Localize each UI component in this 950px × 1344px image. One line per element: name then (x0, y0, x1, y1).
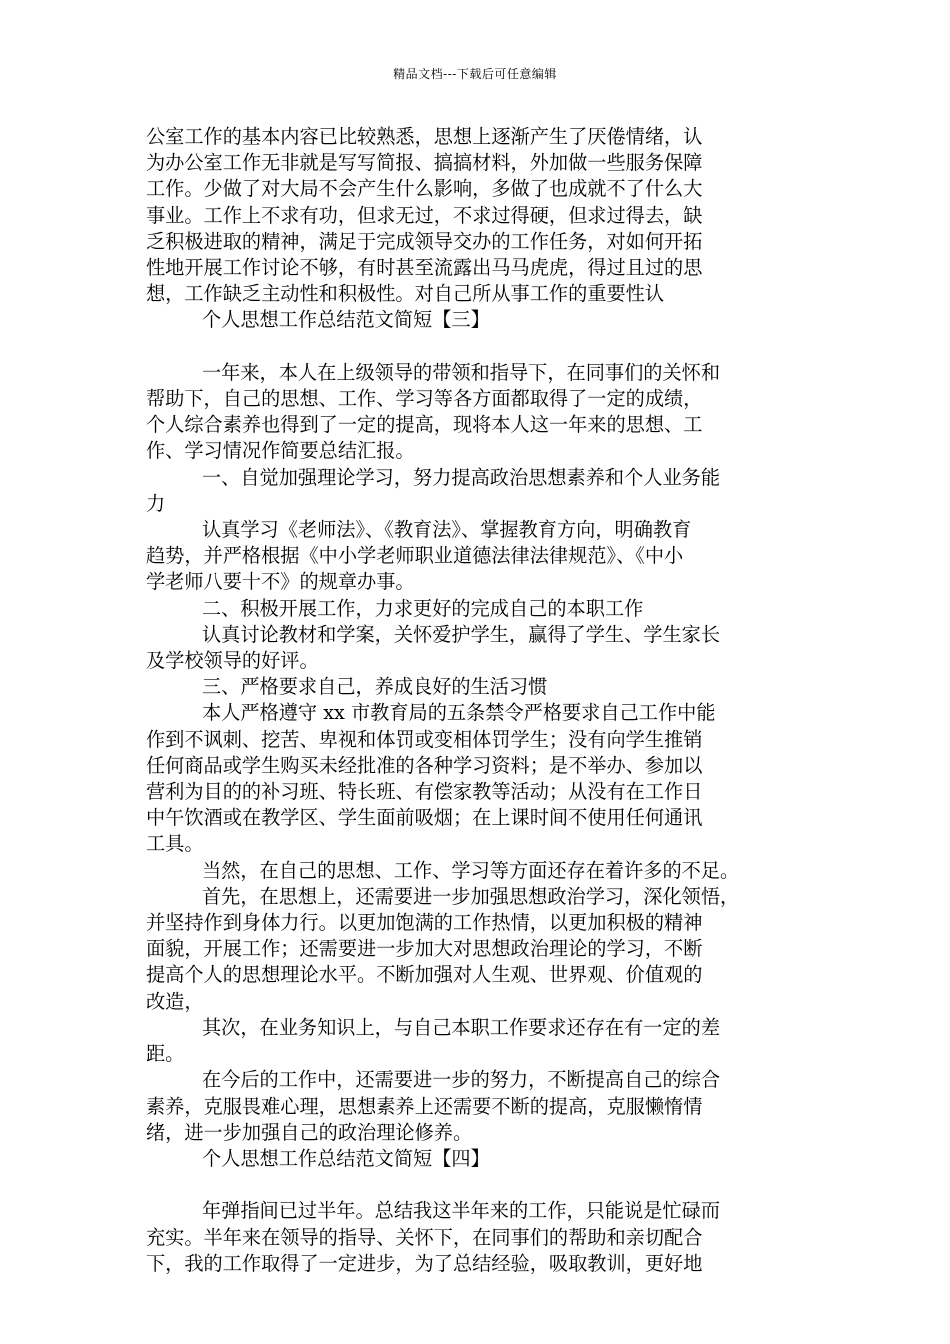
paragraph (146, 674, 808, 700)
text-line: 二、积极开展工作，力求更好的完成自己的本职工作 (202, 596, 644, 620)
text-line: 帮助下，自己的思想、工作、学习等各方面都取得了一定的成绩， (146, 387, 703, 411)
text-line: 改造， (146, 989, 204, 1013)
paragraph (146, 1198, 808, 1277)
text-line: 认真讨论教材和学案，关怀爱护学生，赢得了学生、学生家长 (202, 622, 721, 646)
heading-line: 个人思想工作总结范文简短【三】 (202, 308, 490, 332)
text-line: 其次，在业务知识上，与自己本职工作要求还存在有一定的差 (202, 1015, 721, 1039)
text-line: 一、自觉加强理论学习，努力提高政治思想素养和个人业务能 (202, 465, 721, 489)
text-line: 当然，在自己的思想、工作、学习等方面还存在着许多的不足。 (202, 858, 740, 882)
paragraph (146, 1067, 808, 1146)
text-line: 力 (146, 491, 166, 515)
text-line: 在今后的工作中，还需要进一步的努力，不断提高自己的综合 (202, 1068, 721, 1092)
text-line: 作、学习情况作简要总结汇报。 (146, 439, 415, 463)
text-line: 认真学习《老师法》、《教育法》、掌握教育方向，明确教育 (202, 518, 692, 542)
text-line: 乏积极进取的精神，满足于完成领导交办的工作任务，对如何开拓 (146, 229, 703, 253)
document-body (146, 124, 808, 1277)
section-heading (146, 307, 808, 333)
paragraph (146, 360, 808, 465)
text-line: 想，工作缺乏主动性和积极性。对自己所从事工作的重要性认 (146, 282, 665, 306)
text-line: 充实。半年来在领导的指导、关怀下，在同事们的帮助和亲切配合 (146, 1225, 703, 1249)
text-line: 及学校领导的好评。 (146, 649, 319, 673)
text-line: 面貌，开展工作；还需要进一步加大对思想政治理论的学习，不断 (146, 937, 703, 961)
text-line: 提高个人的思想理论水平。不断加强对人生观、世界观、价值观的 (146, 963, 703, 987)
text-line: 工作。少做了对大局不会产生什么影响，多做了也成就不了什么大 (146, 177, 703, 201)
heading-line: 个人思想工作总结范文简短【四】 (202, 1146, 490, 1170)
paragraph (146, 124, 808, 307)
text-line: 首先，在思想上，还需要进一步加强思想政治学习，深化领悟， (202, 884, 740, 908)
text-line: 工具。 (146, 832, 204, 856)
text-line: 作到不讽刺、挖苦、卑视和体罚或变相体罚学生；没有向学生推销 (146, 727, 703, 751)
paragraph (146, 858, 808, 884)
text-line: 公室工作的基本内容已比较熟悉，思想上逐渐产生了厌倦情绪，认 (146, 125, 703, 148)
text-line: 任何商品或学生购买未经批准的各种学习资料；是不举办、参加以 (146, 753, 703, 777)
text-line: 营利为目的的补习班、特长班、有偿家教等活动；从没有在工作日 (146, 780, 703, 804)
section-heading (146, 1146, 808, 1172)
paragraph (146, 517, 808, 596)
text-line: 一年来，本人在上级领导的带领和指导下，在同事们的关怀和 (202, 360, 721, 384)
paragraph (146, 1015, 808, 1067)
text-line: 个人综合素养也得到了一定的提高，现将本人这一年来的思想、工 (146, 413, 703, 437)
text-line: 学老师八要十不》的规章办事。 (146, 570, 415, 594)
text-line: 素养，克服畏难心理，思想素养上还需要不断的提高，克服懒惰情 (146, 1094, 703, 1118)
text-line: 绪，进一步加强自己的政治理论修养。 (146, 1120, 473, 1144)
blank-line (146, 334, 808, 360)
text-line: 年弹指间已过半年。总结我这半年来的工作，只能说是忙碌而 (202, 1199, 721, 1223)
text-line: 下，我的工作取得了一定进步，为了总结经验，吸取教训，更好地 (146, 1251, 703, 1275)
text-line: 并坚持作到身体力行。以更加饱满的工作热情，以更加积极的精神 (146, 911, 703, 935)
paragraph (146, 622, 808, 674)
text-line: 本人严格遵守 xx 市教育局的五条禁令严格要求自己工作中能 (202, 701, 716, 725)
text-line: 为办公室工作无非就是写写简报、搞搞材料，外加做一些服务保障 (146, 151, 703, 175)
text-line: 三、严格要求自己，养成良好的生活习惯 (202, 675, 548, 699)
page-header: 精品文档---下载后可任意编辑 (393, 67, 557, 81)
text-line: 事业。工作上不求有功，但求无过，不求过得硬，但求过得去，缺 (146, 203, 703, 227)
paragraph (146, 700, 808, 857)
blank-line (146, 1172, 808, 1198)
paragraph (146, 884, 808, 1015)
text-line: 中午饮酒或在教学区、学生面前吸烟；在上课时间不使用任何通讯 (146, 806, 703, 830)
text-line: 性地开展工作讨论不够，有时甚至流露出马马虎虎，得过且过的思 (146, 256, 703, 280)
text-line: 距。 (146, 1042, 185, 1066)
paragraph (146, 465, 808, 517)
paragraph (146, 596, 808, 622)
text-line: 趋势，并严格根据《中小学老师职业道德法律法律规范》、《中小 (146, 544, 684, 568)
